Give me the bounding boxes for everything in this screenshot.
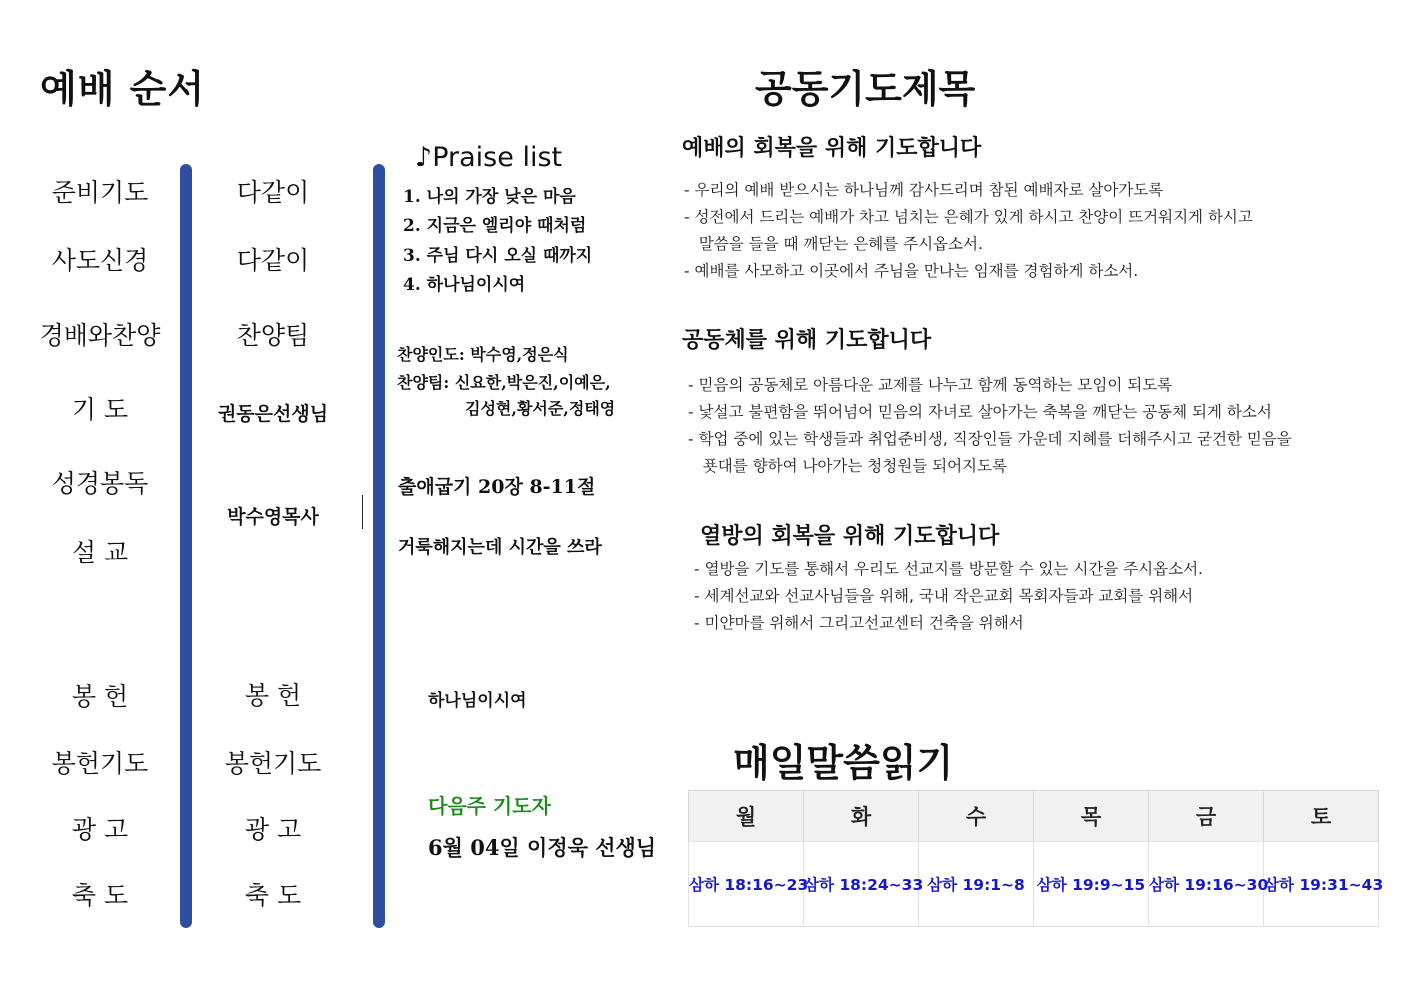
- reading-cell: 삼하 18:16~23: [689, 842, 804, 927]
- prayer-line: - 낯설고 불편함을 뛰어넘어 믿음의 자녀로 살아가는 축복을 깨닫는 공동체 되게 하소서: [688, 403, 1272, 421]
- order-item-name: 설 교: [71, 538, 129, 567]
- offering-song: 하나님이시여: [428, 691, 527, 711]
- order-item-name: 광 고: [71, 815, 129, 844]
- reading-cell: 삼하 19:31~43: [1264, 842, 1379, 927]
- table-header-row: [689, 791, 1379, 842]
- prayer-title: 공동기도제목: [755, 67, 976, 111]
- prayer-section-heading: 열방의 회복을 위해 기도합니다: [700, 524, 1000, 549]
- prayer-line: - 예배를 사모하고 이곳에서 주님을 만나는 임재를 경험하게 하소서.: [684, 262, 1139, 280]
- order-item-name: 봉 헌: [71, 682, 129, 711]
- order-item-name: 성경봉독: [51, 469, 149, 498]
- prayer-line: - 학업 중에 있는 학생들과 취업준비생, 직장인들 가운데 지혜를 더해주시고 굳건한 믿음을: [688, 430, 1292, 448]
- song-item: 3. 주님 다시 오실 때까지: [403, 246, 593, 266]
- divider-tick: [362, 495, 363, 529]
- prayer-line: - 세계선교와 선교사님들을 위해, 국내 작은교회 목회자들과 교회를 위해서: [694, 587, 1194, 605]
- praise-team-continued: 김성현,황서준,정태영: [465, 399, 616, 418]
- order-item-who: 봉헌기도: [224, 749, 322, 778]
- day-header: 목: [1034, 791, 1149, 842]
- prayer-section-heading: 예배의 회복을 위해 기도합니다: [682, 136, 982, 161]
- prayer-line: - 믿음의 공동체로 아름다운 교제를 나누고 함께 동역하는 모임이 되도록: [688, 376, 1173, 394]
- bible-reading-table: [688, 790, 1384, 927]
- order-item-name: 사도신경: [51, 246, 149, 275]
- next-prayer-name: 6월 04일 이정욱 선생님: [428, 835, 657, 860]
- reading-cell: 삼하 19:1~8: [919, 842, 1034, 927]
- song-item: 2. 지금은 엘리야 때처럼: [403, 216, 587, 236]
- order-item-name: 준비기도: [51, 178, 149, 207]
- prayer-line: 푯대를 향하여 나아가는 청청원들 되어지도록: [688, 457, 1007, 475]
- order-item-who: 찬양팀: [236, 321, 310, 350]
- prayer-section-heading: 공동체를 위해 기도합니다: [682, 328, 932, 353]
- praise-list-title: ♪Praise list: [415, 142, 563, 173]
- scripture-reference: 출애굽기 20장 8-11절: [398, 476, 596, 498]
- reading-cell: 삼하 18:24~33: [804, 842, 919, 927]
- prayer-line: - 우리의 예배 받으시는 하나님께 감사드리며 참된 예배자로 살아가도록: [684, 181, 1164, 199]
- order-item-who: 봉 헌: [244, 681, 302, 710]
- order-item-who: 다같이: [236, 246, 310, 275]
- song-item: 1. 나의 가장 낮은 마음: [403, 187, 576, 207]
- prayer-line: - 성전에서 드리는 예배가 차고 넘치는 은혜가 있게 하시고 찬양이 뜨거워지게 하시고: [684, 208, 1253, 226]
- order-item-name: 축 도: [71, 881, 129, 910]
- next-prayer-label: 다음주 기도자: [428, 794, 551, 818]
- prayer-line: - 미얀마를 위해서 그리고선교센터 건축을 위해서: [694, 614, 1024, 632]
- order-item-who: 다같이: [236, 178, 310, 207]
- day-header: 금: [1149, 791, 1264, 842]
- prayer-line: 말씀을 들을 때 깨닫는 은혜를 주시옵소서.: [684, 235, 983, 253]
- day-header: 월: [689, 791, 804, 842]
- order-item-who: 권동은선생님: [217, 403, 329, 425]
- order-title: 예배 순서: [40, 67, 206, 111]
- preacher-name: 박수영목사: [227, 506, 319, 528]
- praise-leader: 찬양인도: 박수영,정은식: [397, 345, 569, 364]
- day-header: 화: [804, 791, 919, 842]
- sermon-title: 거룩해지는데 시간을 쓰라: [398, 537, 602, 558]
- order-item-name: 경배와찬양: [39, 321, 161, 350]
- day-header: 토: [1264, 791, 1379, 842]
- praise-team: 찬양팀: 신요한,박은진,이예은,: [397, 373, 611, 392]
- order-item-who: 광 고: [244, 815, 302, 844]
- order-item-name: 기 도: [71, 395, 129, 424]
- day-header: 수: [919, 791, 1034, 842]
- prayer-line: - 열방을 기도를 통해서 우리도 선교지를 방문할 수 있는 시간을 주시옵소서.: [694, 560, 1203, 578]
- reading-cell: 삼하 19:9~15: [1034, 842, 1149, 927]
- reading-cell: 삼하 19:16~30: [1149, 842, 1264, 927]
- order-item-name: 봉헌기도: [51, 749, 149, 778]
- bible-reading-title: 매일말씀읽기: [733, 741, 954, 785]
- song-item: 4. 하나님이시여: [403, 275, 526, 295]
- table-row: [689, 842, 1379, 927]
- order-item-who: 축 도: [244, 881, 302, 910]
- order-divider-right: [373, 164, 385, 928]
